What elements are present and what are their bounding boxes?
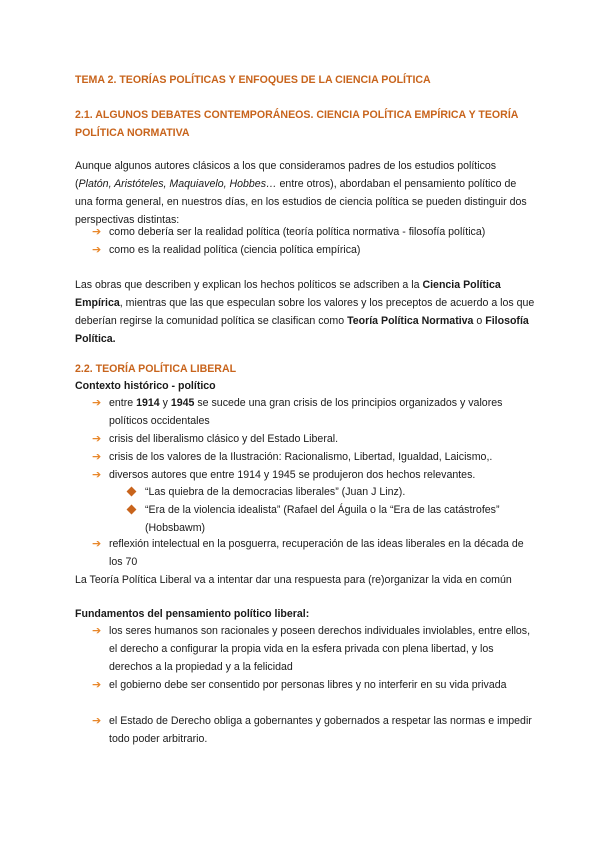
arrow-right-icon: ➔ [92,226,102,238]
list-item [92,448,532,466]
fundamentals-label-text: Fundamentos del pensamiento político liberal: [75,608,310,620]
list-item [92,223,532,241]
section-1-paragraph-2 [75,276,535,348]
intro-authors: Platón, Aristóteles, Maquiavelo, Hobbes… [78,178,277,190]
arrow-right-icon: ➔ [92,433,102,445]
para2-term-normativa: Teoría Política Normativa [347,315,474,327]
para2-text-c: , mientras que las que especulan sobre los valores y los preceptos de acuerdo a los que deberían regirse la comunidad política se clasifican como [75,297,535,327]
arrow-right-icon: ➔ [92,469,102,481]
section-2-heading: 2.2. TEORÍA POLÍTICA LIBERAL [75,363,237,375]
bullet-text: crisis del liberalismo clásico y del Estado Liberal. [109,433,339,445]
bullet-text: crisis de los valores de la Ilustración: Racionalismo, Libertad, Igualdad, Laicismo,. [109,451,493,463]
fundamentals-label [75,605,535,623]
list-item [92,430,532,448]
list-item [92,466,532,484]
intro-text-a: Aunque algunos autores clásicos a los que consideramos padres de los estudios políticos ( [75,160,497,190]
arrow-right-icon: ➔ [92,715,102,727]
context-label [75,377,535,395]
list-item [92,712,532,748]
context-label-text: Contexto histórico - político [75,380,216,392]
bullet-text: como es la realidad política (ciencia política empírica) [109,244,361,256]
list-item [92,241,532,259]
arrow-right-icon: ➔ [92,397,102,409]
sub-bullet-text: “Las quiebra de la democracias liberales” (Juan J Linz). [145,486,406,498]
closing-sentence: La Teoría Política Liberal va a intentar dar una respuesta para (re)organizar la vida en común [75,574,512,586]
bullet-text: diversos autores que entre 1914 y 1945 se produjeron dos hechos relevantes. [109,469,476,481]
bullet-text: el Estado de Derecho obliga a gobernantes y gobernados a respetar las normas e impedir todo poder arbitrario. [109,715,532,745]
section-1-intro [75,157,535,229]
arrow-right-icon: ➔ [92,451,102,463]
arrow-right-icon: ➔ [92,679,102,691]
sub-list-item [128,501,538,537]
bullet-text: reflexión intelectual en la posguerra, recuperación de las ideas liberales en la década de los 70 [109,538,524,568]
list-item [92,622,532,676]
list-item [92,535,532,571]
sub-list-item [128,483,538,501]
bullet-text: como debería ser la realidad política (teoría política normativa - filosofía política) [109,226,486,238]
section-1-heading: 2.1. ALGUNOS DEBATES CONTEMPORÁNEOS. CIENCIA POLÍTICA EMPÍRICA Y TEORÍA POLÍTICA NORMATIVA [75,109,519,139]
sub-bullet-text: “Era de la violencia idealista” (Rafael del Águila o la “Era de las catástrofes” (Hobsbawm) [145,504,500,534]
page-title: TEMA 2. TEORÍAS POLÍTICAS Y ENFOQUES DE LA CIENCIA POLÍTICA [75,74,431,86]
arrow-right-icon: ➔ [92,244,102,256]
para2-term-filosofia: Filosofía Política. [75,315,529,345]
arrow-right-icon: ➔ [92,538,102,550]
list-item [92,676,532,694]
intro-text-b: entre otros), abordaban el pensamiento político de una forma general, en nuestros días, en los estudios de ciencia política se pueden distinguir dos perspectivas distintas: [75,178,527,226]
arrow-right-icon: ➔ [92,625,102,637]
bullet-text: los seres humanos son racionales y poseen derechos individuales inviolables, entre ellos, el derecho a configurar la propia vida en la esfera privada con plena libertad, y los derechos a la propiedad y a la felicidad [109,625,531,673]
para2-text-e: o [473,315,486,327]
para2-text-a: Las obras que describen y explican los hechos políticos se adscriben a la [75,279,423,291]
bullet-text: entre 1914 y 1945 se sucede una gran crisis de los principios organizados y valores políticos occidentales [109,397,503,427]
list-item [92,394,532,430]
para2-term-empirica: Ciencia Política Empírica [75,279,501,309]
bullet-text: el gobierno debe ser consentido por personas libres y no interferir en su vida privada [109,679,507,691]
